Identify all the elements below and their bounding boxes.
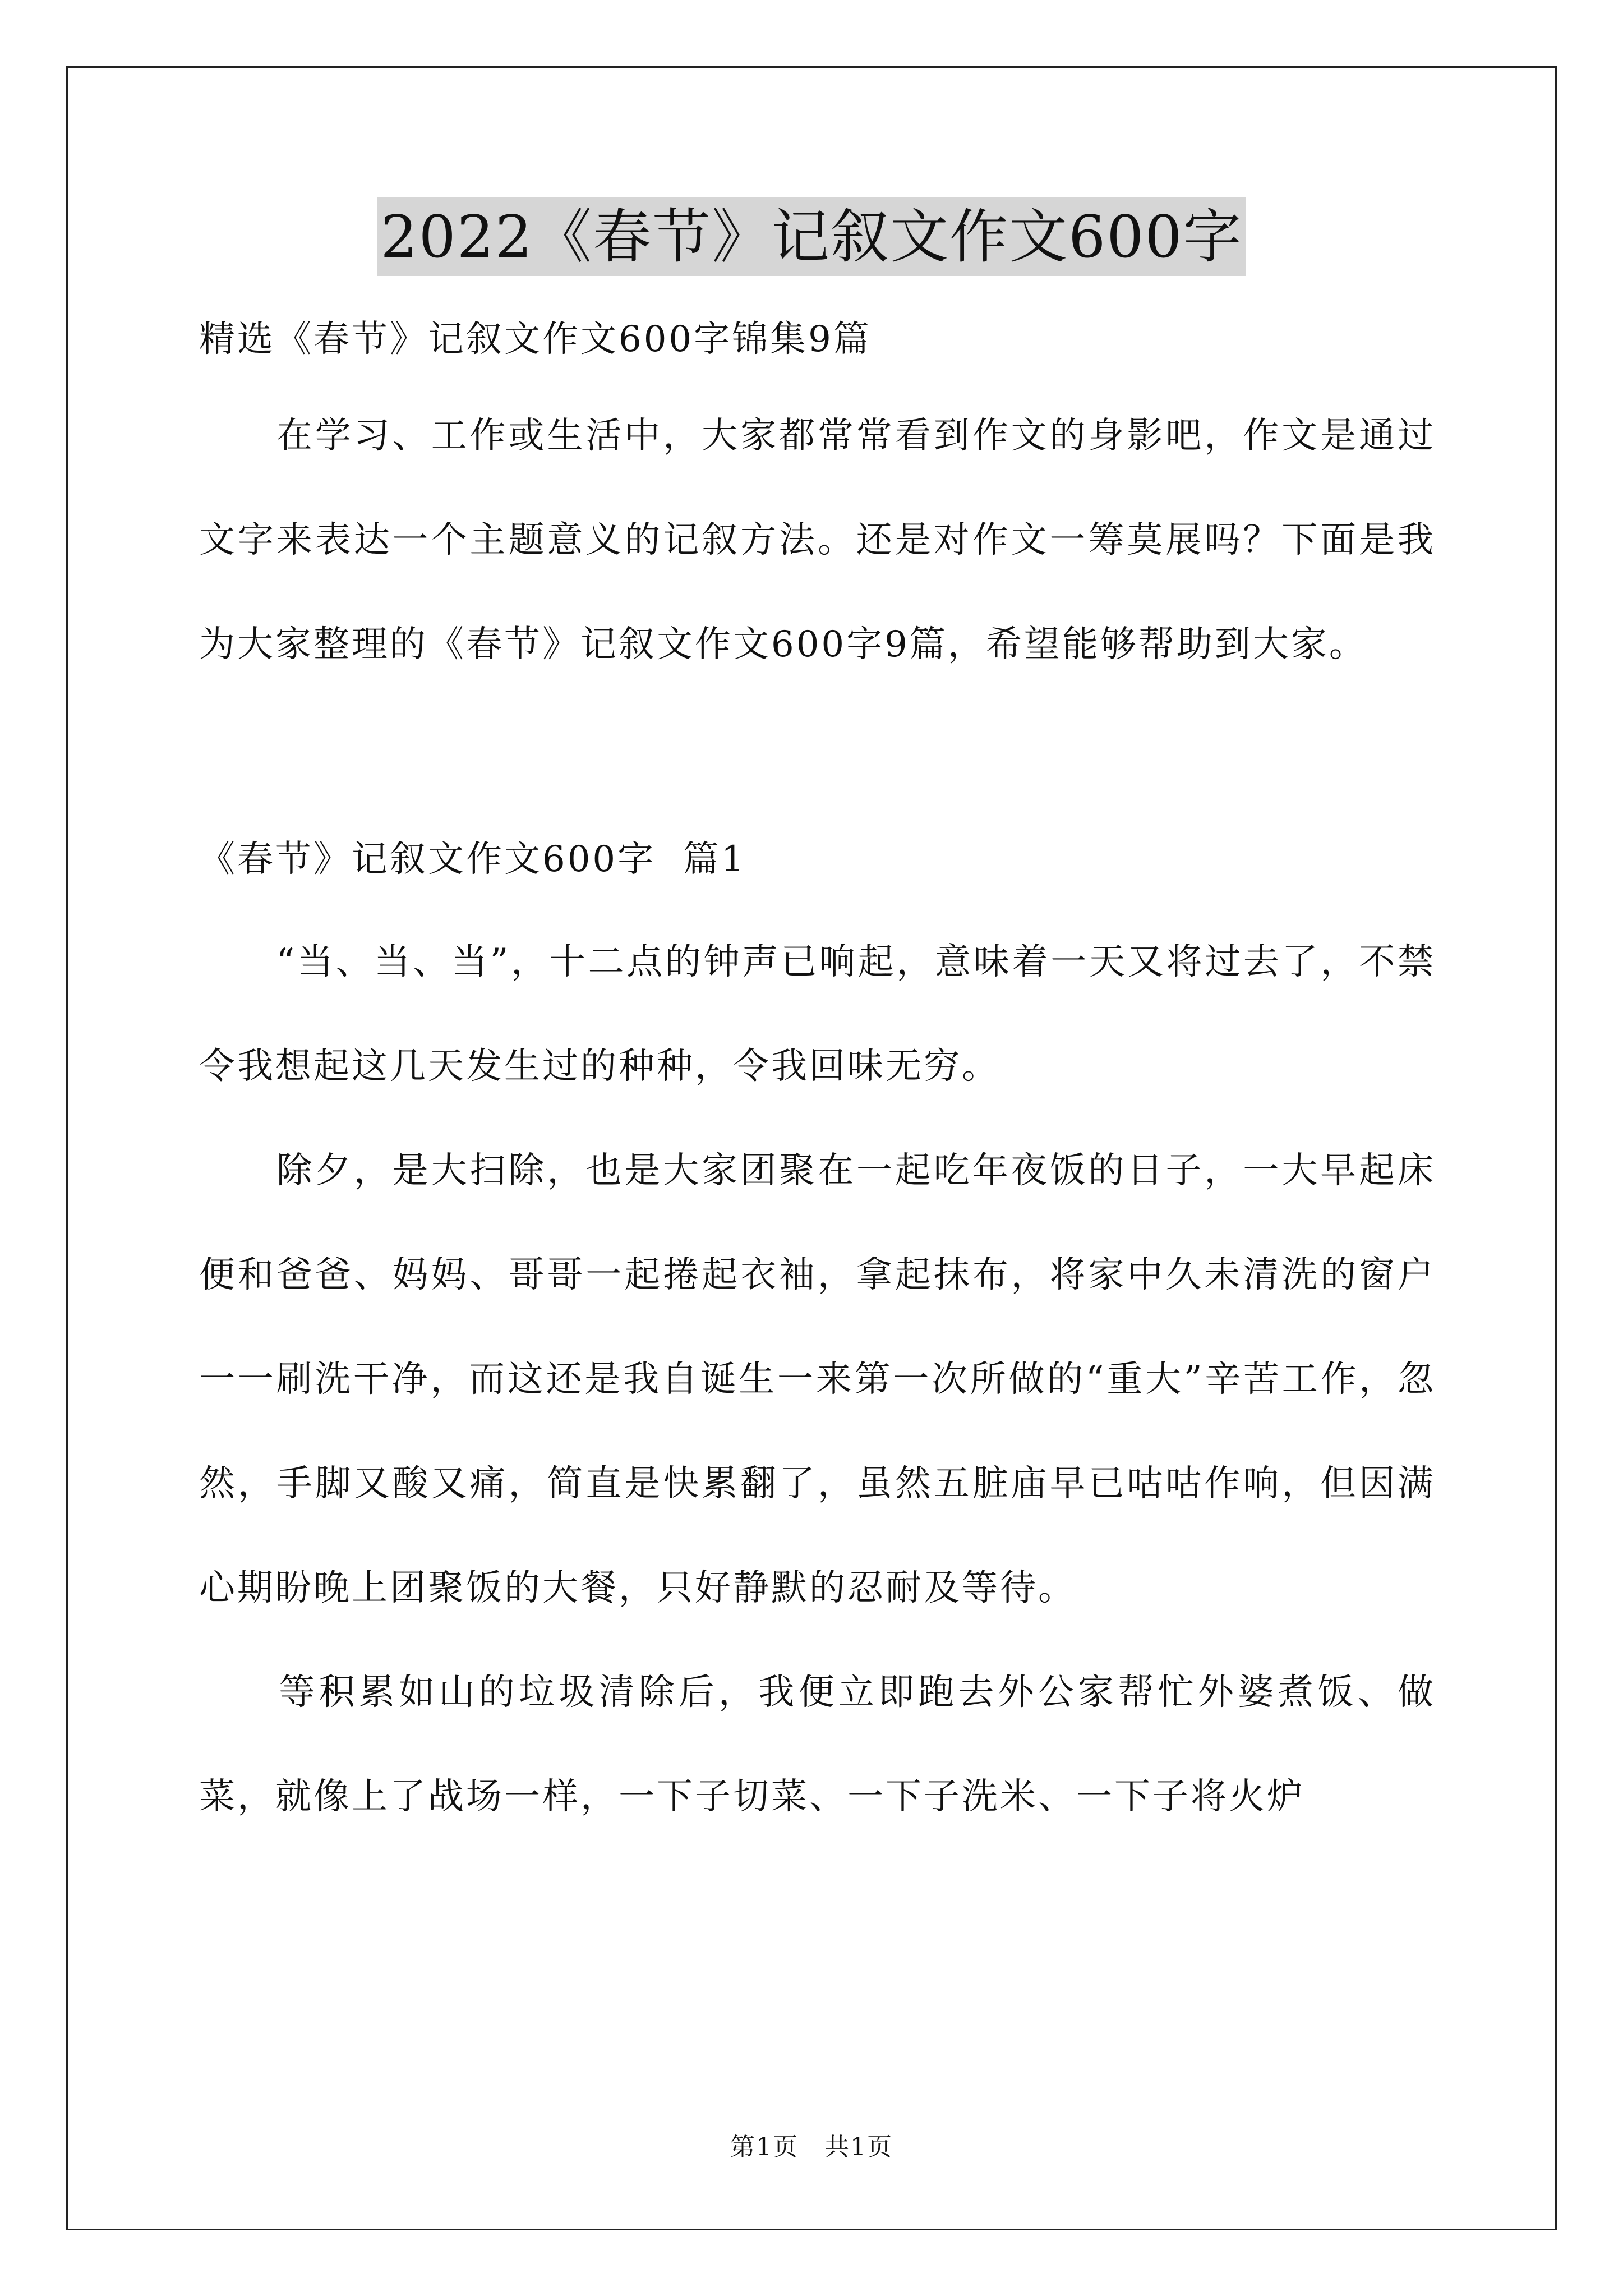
intro-paragraph: 在学习、工作或生活中，大家都常常看到作文的身影吧，作文是通过文字来表达一个主题意义的记叙方法。还是对作文一筹莫展吗？下面是我为大家整理的《春节》记叙文作文600字9篇，希望能够帮助到大家。 — [199, 415, 1436, 665]
page-footer: 第1页 共1页 — [730, 2133, 893, 2161]
body-paragraph-1: “当、当、当”，十二点的钟声已响起，意味着一天又将过去了，不禁令我想起这几天发生过的种种，令我回味无穷。 — [199, 941, 1436, 1087]
document-subtitle: 精选《春节》记叙文作文600字锦集9篇 — [199, 319, 872, 360]
section-heading: 《春节》记叙文作文600字 篇1 — [199, 839, 746, 880]
document-body — [199, 314, 1436, 1849]
body-paragraph-2: 除夕，是大扫除，也是大家团聚在一起吃年夜饭的日子，一大早起床便和爸爸、妈妈、哥哥一起捲起衣袖，拿起抹布，将家中久未清洗的窗户一一刷洗干净，而这还是我自诞生一来第一次所做的“重大”辛苦工作，忽然，手脚又酸又痛，简直是快累翻了，虽然五脏庙早已咕咕作响，但因满心期盼晚上团聚饭的大餐，只好静默的忍耐及等待。 — [199, 1150, 1436, 1609]
document-title: 2022《春节》记叙文作文600字 — [377, 197, 1246, 276]
document-title-wrapper — [0, 197, 1623, 276]
spacer — [199, 697, 1436, 809]
body-paragraph-3: 等积累如山的垃圾清除后，我便立即跑去外公家帮忙外婆煮饭、做菜，就像上了战场一样，一下子切菜、一下子洗米、一下子将火炉 — [199, 1672, 1436, 1818]
